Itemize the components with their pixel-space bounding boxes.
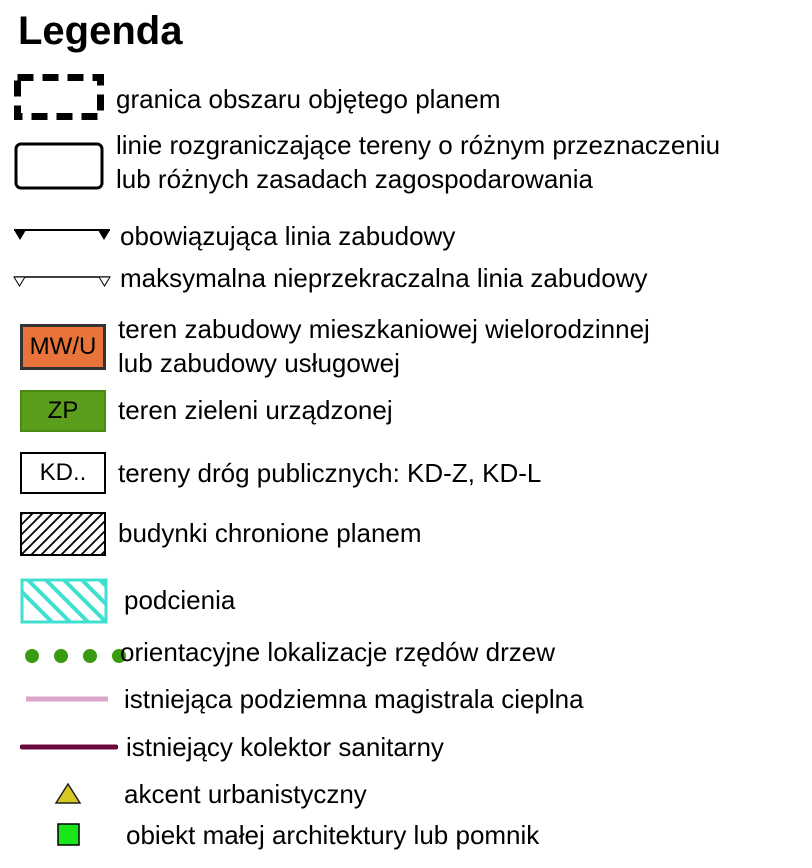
label-dividing-lines-2: lub różnych zasadach zagospodarowania [116,164,593,194]
label-arcades: podcienia [124,585,236,615]
label-plan-boundary: granica obszaru objętego planem [116,84,501,114]
heat-main-line-icon [24,694,110,704]
mwu-swatch-text: MW/U [29,333,97,360]
tree-rows-dots-icon [20,646,130,668]
label-protected-buildings: budynki chronione planem [118,518,422,548]
urban-accent-triangle-icon [54,782,82,806]
label-kd: tereny dróg publicznych: KD-Z, KD-L [118,458,542,488]
zp-swatch-text: ZP [47,397,79,424]
label-heat-main: istniejąca podziemna magistrala cieplna [124,684,584,714]
protected-buildings-hatch-icon [20,512,106,556]
zp-swatch [20,390,106,432]
small-architecture-square-icon [56,822,82,848]
kd-swatch [20,452,106,494]
dividing-lines-rectangle-icon [14,142,104,190]
label-small-architecture: obiekt małej architektury lub pomnik [126,820,540,850]
label-max-building-line: maksymalna nieprzekraczalna linia zabudowy [120,263,648,293]
label-sewer: istniejący kolektor sanitarny [126,732,444,762]
sewer-line-icon [20,742,118,752]
label-dividing-lines-1: linie rozgraniczające tereny o różnym przeznaczeniu [116,130,721,160]
label-tree-rows: orientacyjne lokalizacje rzędów drzew [120,637,555,667]
dashed-boundary-icon [14,74,104,120]
mwu-swatch [20,324,106,370]
arcades-hatch-icon [20,578,108,624]
label-mwu-1: teren zabudowy mieszkaniowej wielorodzinnej [118,314,650,344]
label-urban-accent: akcent urbanistyczny [124,779,367,809]
label-mwu-2: lub zabudowy usługowej [118,348,400,378]
label-mandatory-building-line: obowiązująca linia zabudowy [120,221,456,251]
legend-title: Legenda [18,9,183,53]
kd-swatch-text: KD.. [39,459,87,486]
max-building-line-icon [12,272,112,292]
mandatory-building-line-icon [12,226,112,246]
label-zp: teren zieleni urządzonej [118,395,393,425]
